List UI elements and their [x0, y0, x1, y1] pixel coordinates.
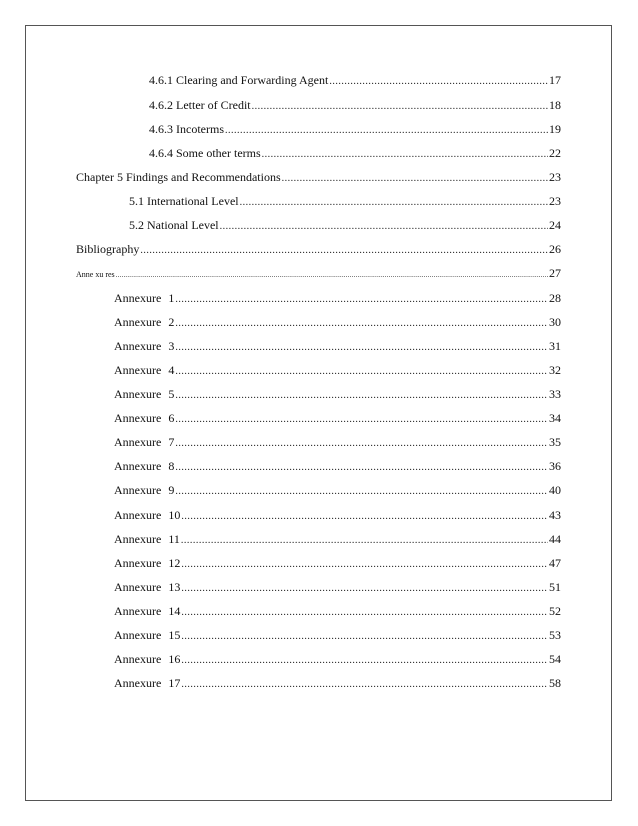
toc-entry-annexure[interactable]: [114, 386, 561, 404]
annexure-word: Annexure: [114, 604, 162, 618]
toc-entry-annexure[interactable]: [114, 314, 561, 332]
dot-leader: [282, 171, 548, 187]
toc-page-number: 36: [549, 459, 561, 473]
toc-page-number: 54: [549, 652, 561, 666]
toc-entry-annexure[interactable]: [114, 675, 561, 693]
dot-leader: [181, 557, 548, 573]
toc-entry-label: Chapter 5 Findings and Recommendations: [76, 170, 281, 184]
toc-page-number: 23: [549, 194, 561, 208]
toc-page-number: 33: [549, 387, 561, 401]
annexure-word: Annexure: [114, 652, 162, 666]
toc-page-number: 52: [549, 604, 561, 618]
toc-entry-annexure[interactable]: [114, 434, 561, 452]
toc-entry-annexure[interactable]: [114, 555, 561, 573]
toc-page-number: 53: [549, 628, 561, 642]
annexure-number: 9: [168, 483, 175, 497]
dot-leader: [262, 147, 548, 163]
toc-page-number: 35: [549, 435, 561, 449]
dot-leader: [181, 653, 548, 669]
annexure-word: Annexure: [114, 556, 162, 570]
dot-leader: [175, 364, 548, 380]
dot-leader: [175, 292, 548, 308]
toc-page-number: 31: [549, 339, 561, 353]
toc-page-number: 24: [549, 218, 561, 232]
toc-page-number: 28: [549, 291, 561, 305]
dot-leader: [181, 629, 548, 645]
toc-page-number: 23: [549, 170, 561, 184]
toc-entry-5-2[interactable]: [129, 217, 561, 235]
toc-entry-label: 4.6.1 Clearing and Forwarding Agent: [149, 73, 329, 87]
toc-page-number: 18: [549, 98, 561, 112]
annexure-number: 14: [168, 604, 181, 618]
toc-page-number: 51: [549, 580, 561, 594]
toc-entry-annexures[interactable]: [76, 265, 561, 283]
annexure-number: 1: [168, 291, 175, 305]
toc-entry-chapter-5[interactable]: [76, 169, 561, 187]
dot-leader: [225, 123, 548, 139]
toc-entry-annexure[interactable]: [114, 603, 561, 621]
toc-page-number: 19: [549, 122, 561, 136]
toc-page-number: 22: [549, 146, 561, 160]
toc-entry-4-6-1[interactable]: [149, 72, 561, 90]
annexure-number: 7: [168, 435, 175, 449]
toc-page-number: 32: [549, 363, 561, 377]
annexure-word: Annexure: [114, 628, 162, 642]
toc-entry-label: 4.6.4 Some other terms: [149, 146, 261, 160]
annexure-word: Annexure: [114, 483, 162, 497]
annexure-number: 16: [168, 652, 181, 666]
toc-entry-5-1[interactable]: [129, 193, 561, 211]
toc-page-number: 58: [549, 676, 561, 690]
annexure-word: Annexure: [114, 532, 162, 546]
toc-entry-annexure[interactable]: [114, 482, 561, 500]
toc-page-number: 26: [549, 242, 561, 256]
dot-leader: [181, 677, 548, 693]
toc-page-number: 44: [549, 532, 561, 546]
toc-entry-annexure[interactable]: [114, 579, 561, 597]
annexure-word: Annexure: [114, 363, 162, 377]
dot-leader: [181, 533, 548, 549]
annexure-word: Annexure: [114, 459, 162, 473]
toc-entry-bibliography[interactable]: [76, 241, 561, 259]
dot-leader: [252, 99, 548, 115]
annexure-number: 13: [168, 580, 181, 594]
dot-leader: [181, 581, 548, 597]
toc-page-number: 43: [549, 508, 561, 522]
dot-leader: [175, 388, 548, 404]
dot-leader: [181, 509, 548, 525]
toc-entry-4-6-3[interactable]: [149, 121, 561, 139]
dot-leader: [329, 74, 548, 90]
toc-entry-4-6-4[interactable]: [149, 145, 561, 163]
annexure-number: 8: [168, 459, 175, 473]
annexure-number: 4: [168, 363, 175, 377]
annexure-word: Annexure: [114, 580, 162, 594]
dot-leader: [240, 195, 548, 211]
toc-page-number: 30: [549, 315, 561, 329]
annexure-number: 17: [168, 676, 181, 690]
toc-entry-annexure[interactable]: [114, 627, 561, 645]
toc-entry-label: 4.6.3 Incoterms: [149, 122, 224, 136]
annexure-word: Annexure: [114, 315, 162, 329]
dot-leader: [181, 605, 548, 621]
dot-leader: [175, 436, 548, 452]
toc-entry-annexure[interactable]: [114, 458, 561, 476]
annexure-number: 15: [168, 628, 181, 642]
annexure-word: Annexure: [114, 387, 162, 401]
toc-page-number: 40: [549, 483, 561, 497]
toc-entry-label: 5.2 National Level: [129, 218, 219, 232]
annexure-number: 12: [168, 556, 181, 570]
toc-page-number: 17: [549, 73, 561, 87]
toc-entry-label: Anne xu res: [76, 270, 115, 279]
annexure-word: Annexure: [114, 411, 162, 425]
dot-leader: [116, 267, 548, 283]
annexure-number: 6: [168, 411, 175, 425]
dot-leader: [175, 484, 548, 500]
annexure-number: 5: [168, 387, 175, 401]
toc-page-number: 34: [549, 411, 561, 425]
annexure-number: 3: [168, 339, 175, 353]
dot-leader: [220, 219, 548, 235]
annexure-number: 11: [168, 532, 180, 546]
toc-entry-label: Bibliography: [76, 242, 140, 256]
dot-leader: [175, 316, 548, 332]
toc-entry-annexure[interactable]: [114, 531, 561, 549]
annexure-word: Annexure: [114, 508, 162, 522]
toc-page-number: 47: [549, 556, 561, 570]
annexure-number: 10: [168, 508, 181, 522]
dot-leader: [175, 340, 548, 356]
toc-page-number: 27: [549, 266, 561, 280]
dot-leader: [175, 412, 548, 428]
annexure-number: 2: [168, 315, 175, 329]
annexure-word: Annexure: [114, 435, 162, 449]
toc-entry-4-6-2[interactable]: [149, 97, 561, 115]
annexure-word: Annexure: [114, 676, 162, 690]
toc-entry-annexure[interactable]: [114, 410, 561, 428]
dot-leader: [175, 460, 548, 476]
toc-entry-annexure[interactable]: [114, 651, 561, 669]
toc-entry-annexure[interactable]: [114, 362, 561, 380]
toc-entry-annexure[interactable]: [114, 338, 561, 356]
toc-entry-label: 5.1 International Level: [129, 194, 239, 208]
dot-leader: [140, 243, 548, 259]
annexure-word: Annexure: [114, 339, 162, 353]
toc-entry-annexure[interactable]: [114, 507, 561, 525]
toc-entry-annexure[interactable]: [114, 290, 561, 308]
annexure-word: Annexure: [114, 291, 162, 305]
toc-entry-label: 4.6.2 Letter of Credit: [149, 98, 251, 112]
